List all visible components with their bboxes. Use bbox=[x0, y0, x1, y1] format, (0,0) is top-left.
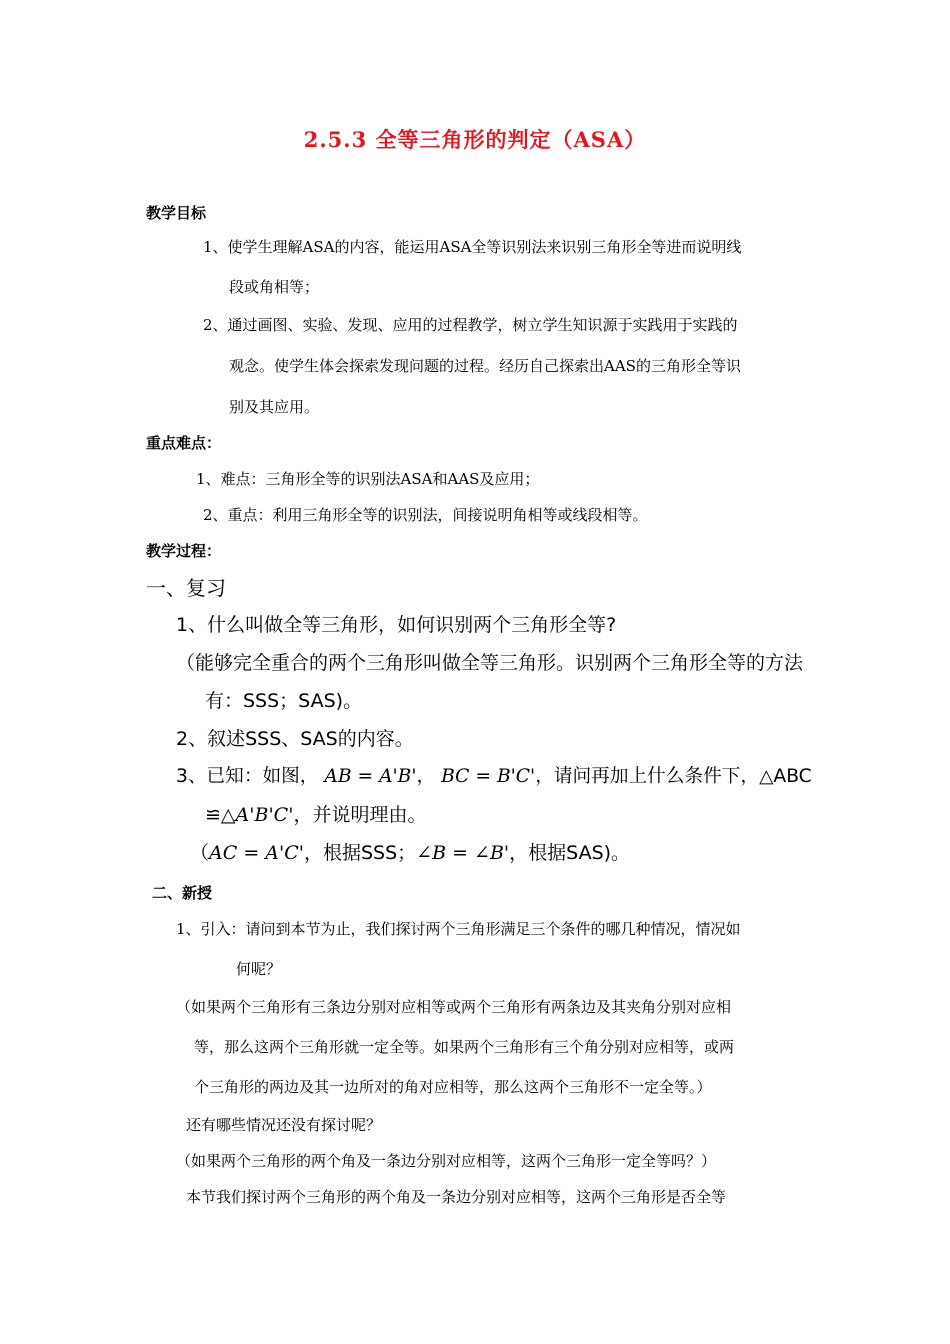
remaining-cases-question: 还有哪些情况还没有探讨呢？ bbox=[186, 1116, 382, 1134]
review-question-2: 2、叙述SSS、SAS的内容。 bbox=[176, 728, 414, 750]
lesson-topic-line: 本节我们探讨两个三角形的两个角及一条边分别对应相等，这两个三角形是否全等 bbox=[186, 1188, 727, 1206]
review-answer-1-line-2: 有：SSS；SAS)。 bbox=[205, 690, 363, 712]
review-question-1: 1、什么叫做全等三角形，如何识别两个三角形全等? bbox=[176, 614, 617, 636]
a3-text-1: ，根据SSS； bbox=[303, 842, 417, 864]
a3-equation-angle: ∠B = ∠B' bbox=[416, 842, 510, 864]
a3-text-2: ，根据SAS)。 bbox=[509, 842, 631, 864]
review-question-3-line-2 bbox=[205, 800, 426, 827]
key-point-2: 2、重点：利用三角形全等的识别法，间接说明角相等或线段相等。 bbox=[203, 506, 648, 524]
two-angles-question: （如果两个三角形的两个角及一条边分别对应相等，这两个三角形一定全等吗？） bbox=[176, 1152, 717, 1170]
answer-line-2: 等，那么这两个三角形就一定全等。如果两个三角形有三个角分别对应相等，或两 bbox=[194, 1038, 735, 1056]
q3-prefix: 3、已知：如图， bbox=[176, 766, 319, 787]
review-answer-1-line-1: （能够完全重合的两个三角形叫做全等三角形。识别两个三角形全等的方法 bbox=[176, 652, 804, 674]
review-answer-3 bbox=[190, 838, 630, 865]
objective-1-line-2: 段或角相等； bbox=[229, 278, 320, 296]
review-question-3-line-1 bbox=[176, 762, 812, 788]
process-heading: 教学过程： bbox=[146, 542, 222, 560]
objective-2-line-3: 别及其应用。 bbox=[229, 398, 320, 416]
page-title: 2.5.3 全等三角形的判定（ASA） bbox=[303, 127, 647, 152]
a3-equation-ac: AC = A'C' bbox=[209, 842, 304, 864]
answer-line-3: 个三角形的两边及其一边所对的角对应相等，那么这两个三角形不一定全等。） bbox=[194, 1078, 712, 1096]
answer-line-1: （如果两个三角形有三条边分别对应相等或两个三角形有两条边及其夹角分别对应相 bbox=[176, 998, 732, 1016]
q3-equation-bc: BC = B'C' bbox=[441, 766, 536, 787]
q3-line2-suffix: ，并说明理由。 bbox=[293, 804, 427, 826]
objective-1-line-1: 1、使学生理解ASA的内容，能运用ASA全等识别法来识别三角形全等进而说明线 bbox=[203, 238, 742, 256]
q3-congruent-symbol: ≌△ bbox=[205, 804, 236, 826]
a3-open: （ bbox=[190, 842, 210, 864]
intro-line-2: 何呢？ bbox=[236, 960, 282, 978]
key-points-heading: 重点难点： bbox=[146, 434, 222, 452]
key-point-1: 1、难点：三角形全等的识别法ASA和AAS及应用； bbox=[196, 470, 540, 488]
objectives-heading: 教学目标 bbox=[146, 204, 207, 222]
objective-2-line-1: 2、通过画图、实验、发现、应用的过程教学，树立学生知识源于实践用于实践的 bbox=[203, 316, 738, 334]
review-heading: 一、复习 bbox=[146, 576, 226, 600]
intro-line-1: 1、引入：请问到本节为止，我们探讨两个三角形满足三个条件的哪几种情况，情况如 bbox=[176, 920, 741, 938]
new-lesson-heading: 二、新授 bbox=[152, 884, 213, 902]
q3-equation-ab: AB = A'B' bbox=[324, 766, 417, 787]
q3-suffix: ，请问再加上什么条件下，△ABC bbox=[535, 766, 812, 787]
q3-separator: ， bbox=[416, 766, 436, 787]
objective-2-line-2: 观念。使学生体会探索发现问题的过程。经历自己探索出AAS的三角形全等识 bbox=[229, 357, 741, 375]
q3-triangle-prime: A'B'C' bbox=[235, 804, 294, 826]
